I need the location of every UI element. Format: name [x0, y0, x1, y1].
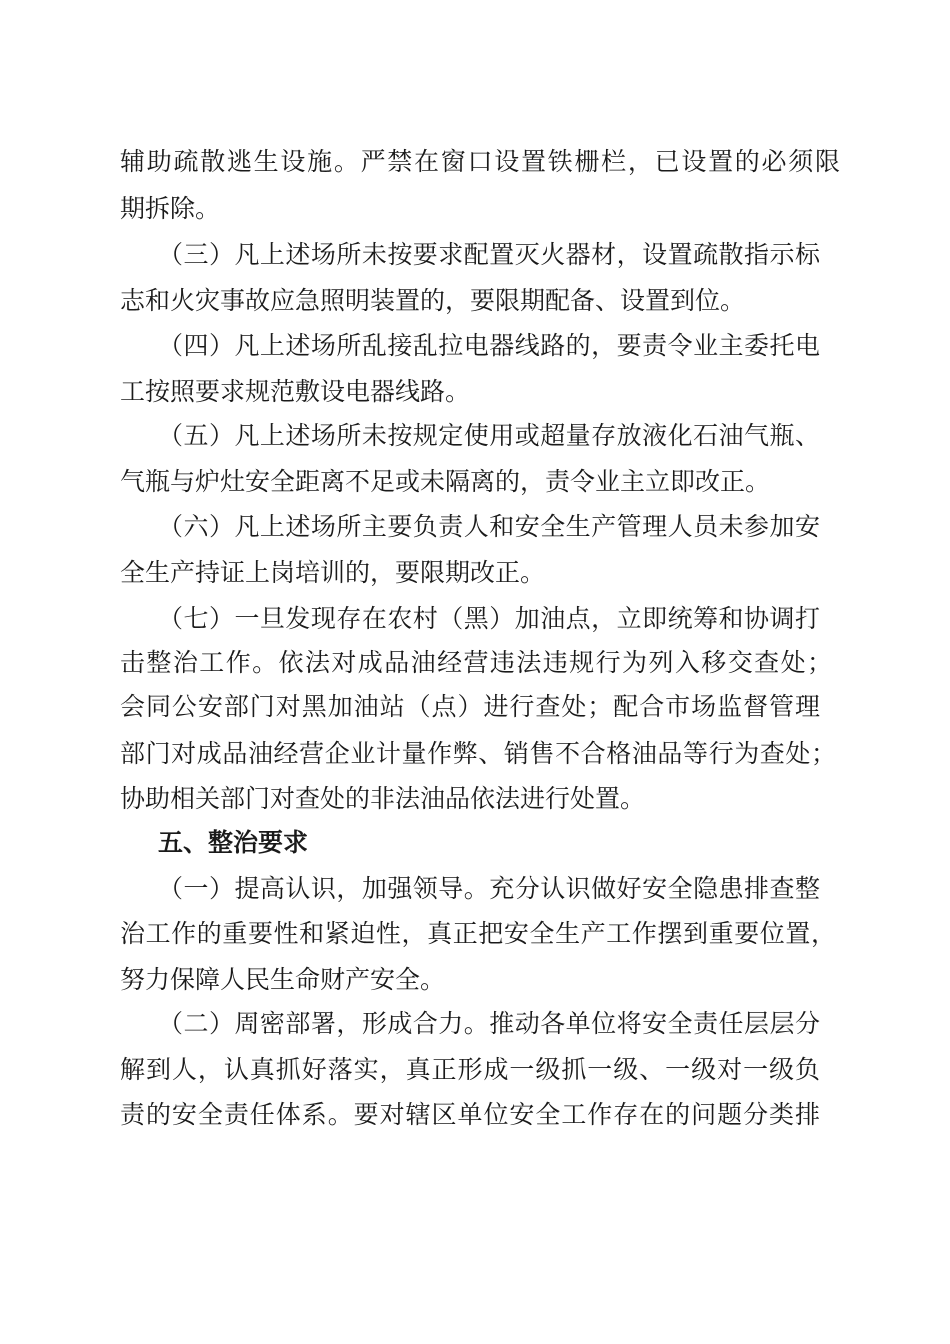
paragraph-line: 治工作的重要性和紧迫性，真正把安全生产工作摆到重要位置，	[120, 919, 836, 948]
paragraph-line: （二）周密部署，形成合力。推动各单位将安全责任层层分	[158, 1009, 820, 1038]
paragraph-line: （六）凡上述场所主要负责人和安全生产管理人员未参加安	[158, 512, 820, 541]
paragraph-line: 协助相关部门对查处的非法油品依法进行处置。	[120, 784, 646, 813]
paragraph-line: 全生产持证上岗培训的，要限期改正。	[120, 558, 546, 587]
paragraph-line: 期拆除。	[120, 194, 221, 223]
paragraph-line: 责的安全责任体系。要对辖区单位安全工作存在的问题分类排	[120, 1100, 820, 1129]
paragraph-line: 会同公安部门对黑加油站（点）进行查处；配合市场监督管理	[120, 692, 820, 721]
paragraph-line: 气瓶与炉灶安全距离不足或未隔离的，责令业主立即改正。	[120, 467, 771, 496]
paragraph-line: （七）一旦发现存在农村（黑）加油点，立即统筹和协调打	[158, 604, 820, 633]
paragraph-line: 击整治工作。依法对成品油经营违法违规行为列入移交查处；	[120, 648, 832, 677]
paragraph-line: 志和火灾事故应急照明装置的，要限期配备、设置到位。	[120, 286, 746, 315]
paragraph-line: 工按照要求规范敷设电器线路。	[120, 377, 471, 406]
paragraph-line: （四）凡上述场所乱接乱拉电器线路的，要责令业主委托电	[158, 331, 820, 360]
paragraph-line: 辅助疏散逃生设施。严禁在窗口设置铁栅栏，已设置的必须限	[120, 147, 840, 176]
paragraph-line: 努力保障人民生命财产安全。	[120, 965, 446, 994]
paragraph-line: 部门对成品油经营企业计量作弊、销售不合格油品等行为查处；	[120, 739, 836, 768]
paragraph-line: （一）提高认识，加强领导。充分认识做好安全隐患排查整	[158, 874, 820, 903]
paragraph-line: 解到人，认真抓好落实，真正形成一级抓一级、一级对一级负	[120, 1055, 820, 1084]
section-heading: 五、整治要求	[158, 828, 309, 857]
paragraph-line: （五）凡上述场所未按规定使用或超量存放液化石油气瓶、	[158, 421, 820, 450]
paragraph-line: （三）凡上述场所未按要求配置灭火器材，设置疏散指示标	[158, 240, 820, 269]
